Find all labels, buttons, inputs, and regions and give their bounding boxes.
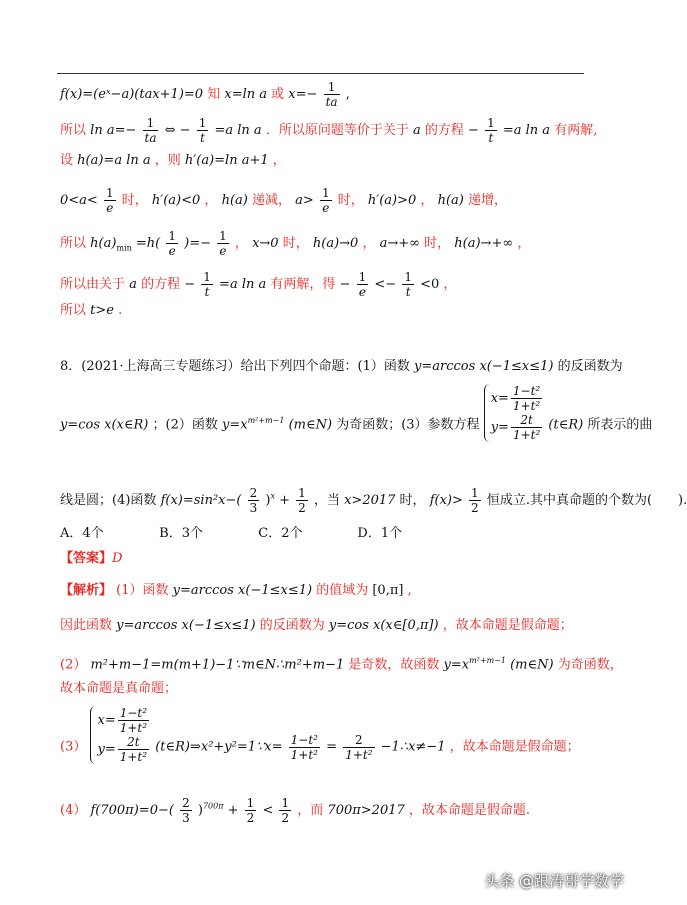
solution-line-2: 所以 ln a=− $\frac{1}{ta}$ ⇔ − $\frac{1}{t}$ =a ln a ．所以原问题等价于关于 a 的方程 − $\frac{1}{t}$ =a ln a 有两解, (60, 116, 598, 145)
explanation-line-5: (3） x= $\frac{\text{1−t²}}{\text{1+t²}}$ y= $\frac{2t}{\text{1+t²}}$ (t∈R)⇒x²+y²=1∵x= $\frac{\text{1−t²}}{\text{1+t²}}$ = $\frac{2}{\text{1+t²}}$ −1∴x≠−1 ，故本命题是假命题； (60, 706, 580, 764)
watermark: 头条 @跟涛哥学数学 (484, 872, 624, 890)
solution-line-3: 设 h(a)=a ln a ，则 h′(a)=ln a+1 ， (60, 153, 286, 168)
solution-line-1: f(x)=(eˣ−a)(tax+1)=0 知 x=ln a 或 x=− $\frac{1}{ta}$ , (60, 80, 350, 109)
answer-options (60, 525, 452, 543)
question-8-line-1: 8．(2021·上海高三专题练习）给出下列四个命题：(1）函数 y=arccos x(−1≤x≤1) 的反函数为 (60, 359, 623, 374)
solution-line-7: 所以 t>e . (60, 303, 123, 318)
header-rule (57, 73, 584, 74)
explanation-line-1: 【解析】 (1）函数 y=arccos x(−1≤x≤1) 的值域为 [0,π] , (60, 583, 412, 598)
equation: f(x)=(eˣ−a)(tax+1)=0 (60, 87, 204, 102)
fraction: $\frac{1}{ta}$ (325, 80, 338, 109)
question-8-line-3: 线是圆；(4)函数 f(x)=sin²x−( $\frac{2}{3}$ )$^x$ + $\frac{1}{2}$ ，当 x>2017 时， f(x)> $\frac{1}{2}$ 恒成立.其中真命题的个数为( ). (60, 486, 687, 515)
explanation-line-2: 因此函数 y=arccos x(−1≤x≤1) 的反函数为 y=cos x(x∈[0,π]) ，故本命题是假命题； (60, 618, 573, 633)
solution-line-6: 所以由关于 a 的方程 − $\frac{1}{t}$ =a ln a 有两解，得 − $\frac{1}{e}$ <− $\frac{1}{t}$ <0 ， (60, 270, 457, 299)
solution-line-4: 0<a< $\frac{1}{e}$ 时， h′(a)<0 ， h(a) 递减， a> $\frac{1}{e}$ 时， h′(a)>0 ， h(a) 递增， (60, 186, 508, 215)
explanation-line-4: 故本命题是真命题； (60, 681, 178, 696)
option-d: D．1个 (357, 526, 403, 541)
question-8-line-2: y=cos x(x∈R) ；(2）函数 $y=x^{m^2+m-1}$ (m∈N) 为奇函数；(3）参数方程 x= $\frac{\text{1−t²}}{\text{1+t²}}$ y= $\frac{2t}{\text{1+t²}}$ (t∈R) 所表示的曲 (60, 384, 653, 442)
solution-line-5: 所以 $h(a)_{min} =h$( $\frac{1}{e}$ )=− $\frac{1}{e}$ ， x→0 时， h(a)→0 ， a→+∞ 时， h(a)→+∞ ， (60, 229, 531, 258)
option-a: A．4个 (60, 526, 104, 541)
parametric-system: x= $\frac{\text{1−t²}}{\text{1+t²}}$ y= $\frac{2t}{\text{1+t²}}$ (484, 384, 545, 442)
parametric-system-solution: x= $\frac{\text{1−t²}}{\text{1+t²}}$ y= $\frac{2t}{\text{1+t²}}$ (90, 706, 151, 764)
option-c: C．2个 (258, 526, 303, 541)
explanation-line-6: (4） f(700π)=0−( $\frac{2}{3}$ )$^{700\pi}$ + $\frac{1}{2}$ < $\frac{1}{2}$ ，而 700π>2017 ，故本命题是假命题. (60, 796, 531, 825)
explanation-line-3: (2） m²+m−1=m(m+1)−1∵m∈N∴m²+m−1 是奇数，故函数 $y=x^{m^2+m-1}$ (m∈N) 为奇函数， (60, 656, 623, 673)
option-b: B．3个 (159, 526, 203, 541)
answer-line: 【答案】D (60, 551, 123, 566)
